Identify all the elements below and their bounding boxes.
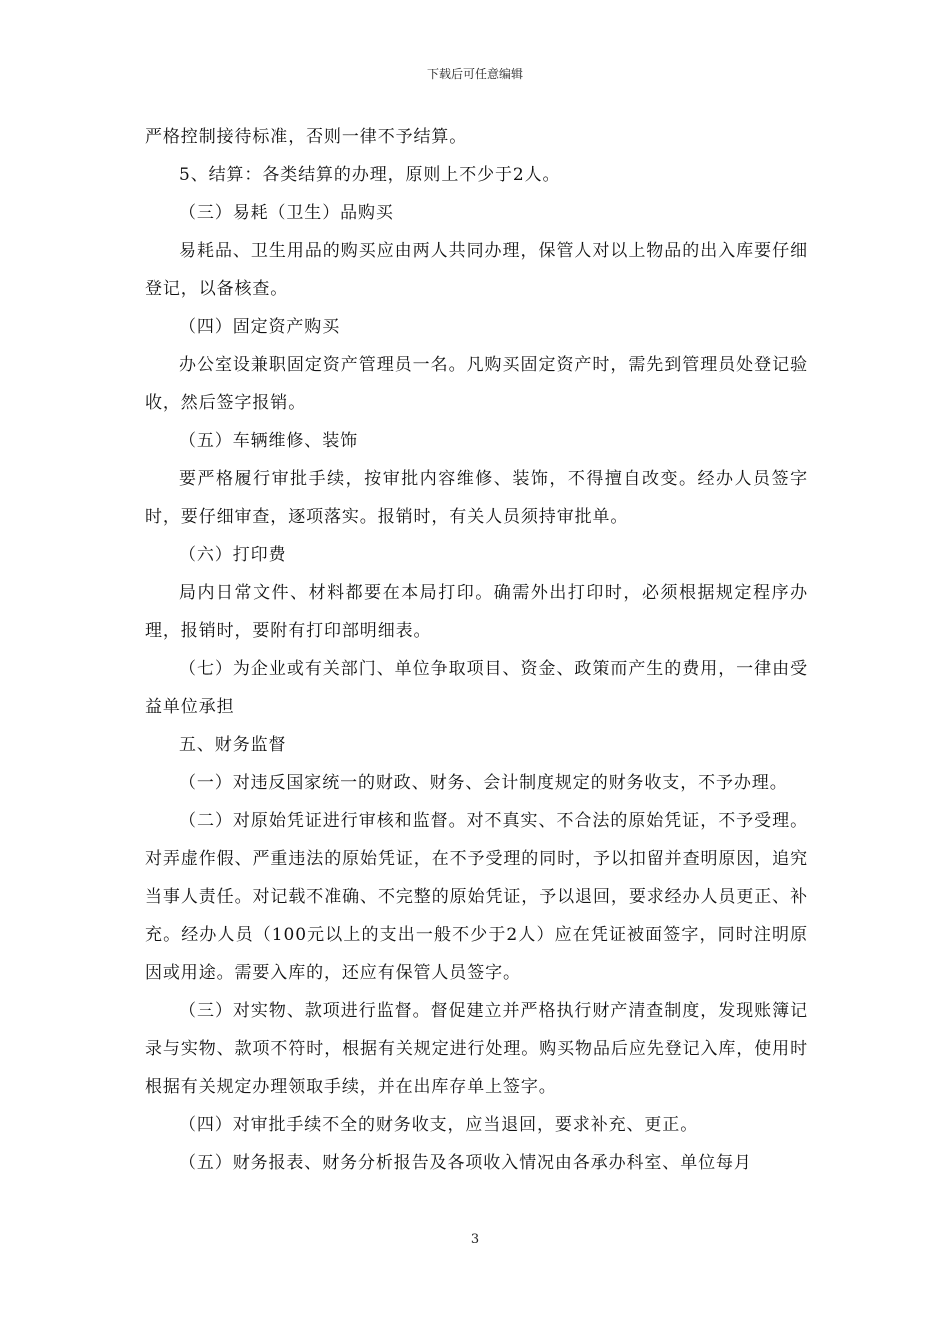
section-heading: （四）固定资产购买: [179, 317, 341, 337]
page-number: 3: [470, 1232, 480, 1247]
paragraph: （七）为企业或有关部门、单位争取项目、资金、政策而产生的费用，一律由受益单位承担: [145, 659, 808, 717]
paragraph: 易耗品、卫生用品的购买应由两人共同办理，保管人对以上物品的出入库要仔细登记，以备核查。: [145, 241, 808, 299]
section-heading: （五）车辆维修、装饰: [179, 431, 358, 451]
section-heading: （三）易耗（卫生）品购买: [179, 203, 394, 223]
paragraph: （一）对违反国家统一的财政、财务、会计制度规定的财务收支，不予办理。: [179, 773, 788, 793]
section-heading: 五、财务监督: [179, 735, 287, 755]
paragraph: 5、结算：各类结算的办理，原则上不少于2人。: [179, 165, 561, 185]
paragraph: 要严格履行审批手续，按审批内容维修、装饰，不得擅自改变。经办人员签字时，要仔细审查，逐项落实。报销时，有关人员须持审批单。: [145, 469, 808, 527]
paragraph: 办公室设兼职固定资产管理员一名。凡购买固定资产时，需先到管理员处登记验收，然后签字报销。: [145, 355, 808, 413]
paragraph: （二）对原始凭证进行审核和监督。对不真实、不合法的原始凭证，不予受理。对弄虚作假、严重违法的原始凭证，在不予受理的同时，予以扣留并查明原因，追究当事人责任。对记载不准确、不完整的原始凭证，予以退回，要求经办人员更正、补充。经办人员（100元以上的支出一般不少于2人）应在凭证被面签字，同时注明原因或用途。需要入库的，还应有保管人员签字。: [145, 811, 808, 983]
section-heading: （六）打印费: [179, 545, 287, 565]
page-header: 下载后可任意编辑: [426, 67, 523, 81]
paragraph: （三）对实物、款项进行监督。督促建立并严格执行财产清查制度，发现账簿记录与实物、款项不符时，根据有关规定进行处理。购买物品后应先登记入库，使用时根据有关规定办理领取手续，并在出库存单上签字。: [145, 1001, 808, 1097]
paragraph: （四）对审批手续不全的财务收支，应当退回，要求补充、更正。: [179, 1115, 699, 1135]
paragraph: 严格控制接待标准，否则一律不予结算。: [145, 127, 468, 147]
document-body: [145, 118, 808, 1182]
paragraph: （五）财务报表、财务分析报告及各项收入情况由各承办科室、单位每月: [179, 1153, 752, 1173]
paragraph: 局内日常文件、材料都要在本局打印。确需外出打印时，必须根据规定程序办理，报销时，要附有打印部明细表。: [145, 583, 808, 641]
